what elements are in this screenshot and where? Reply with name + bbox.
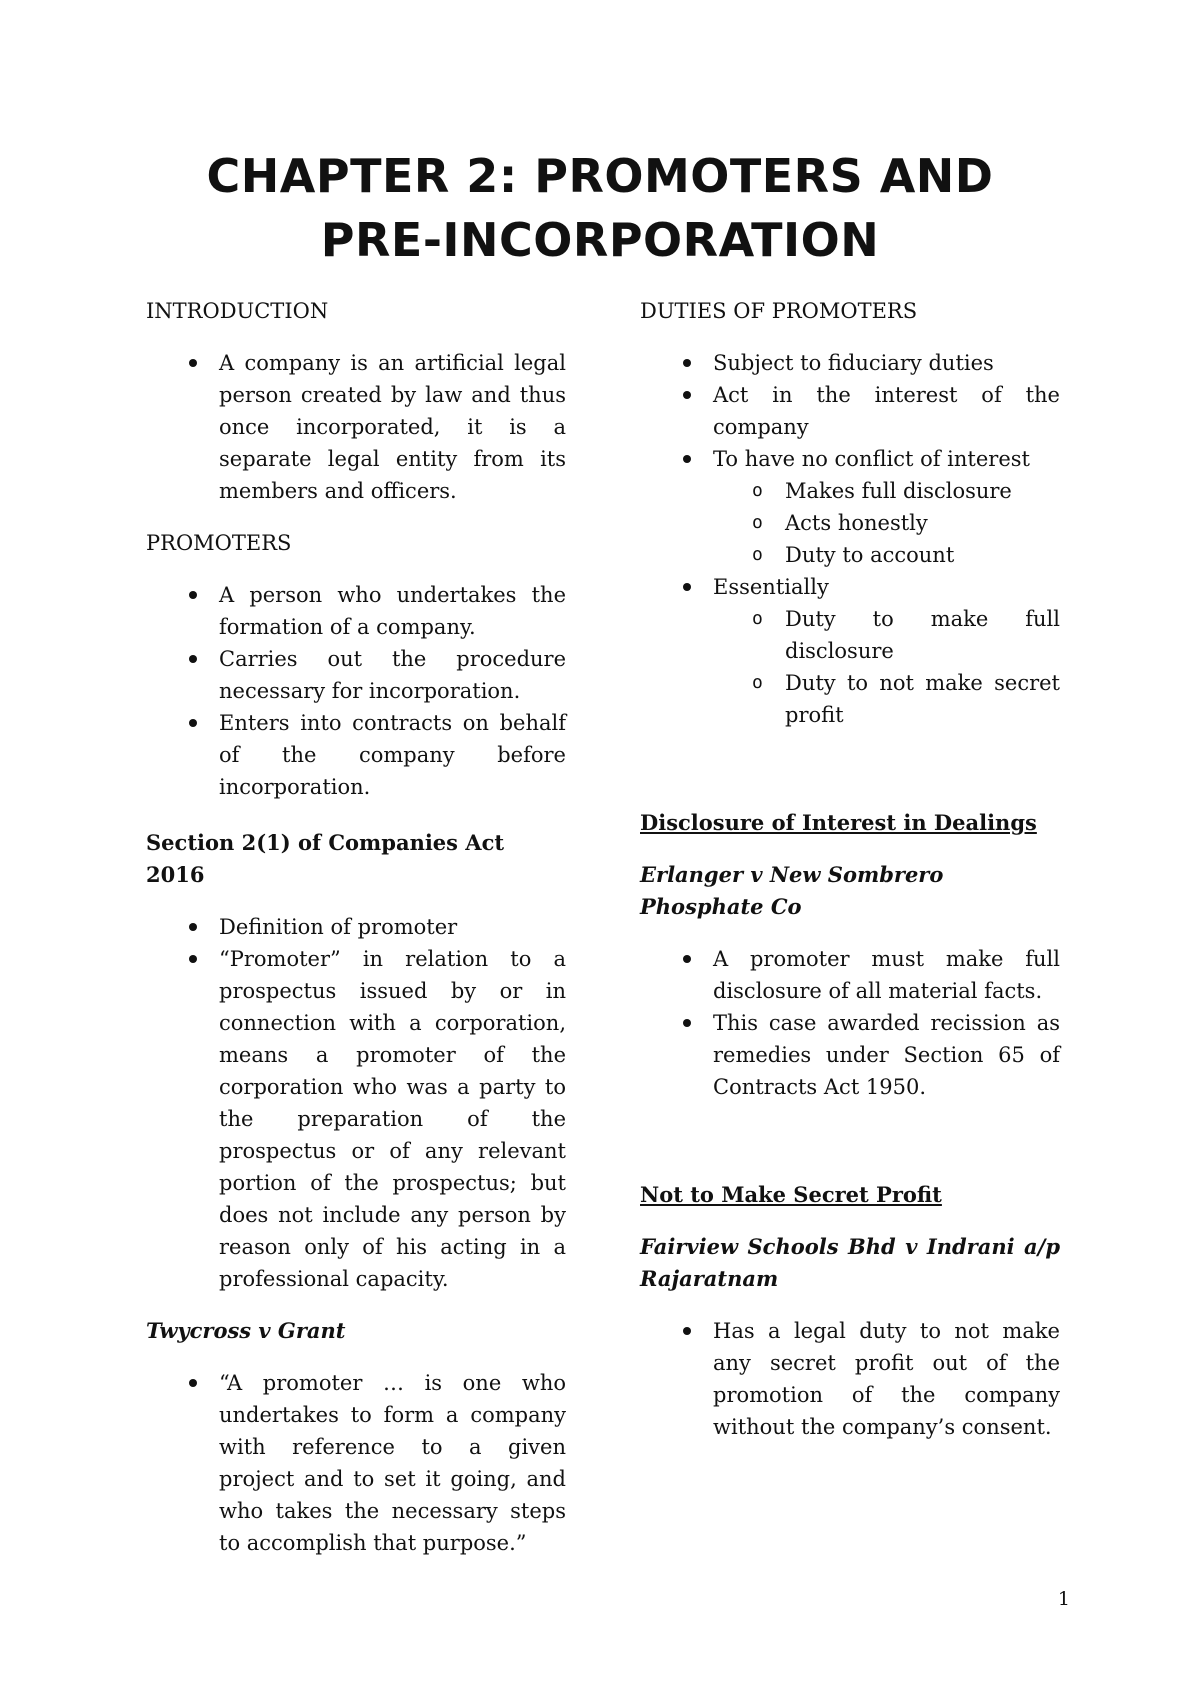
section-heading: Section 2(1) of Companies Act 2016 [146, 830, 505, 887]
duties-list [640, 347, 1060, 475]
chapter-title-line-2: PRE-INCORPORATION [320, 213, 880, 267]
duties-heading: DUTIES OF PROMOTERS [640, 299, 918, 323]
list-item: This case awarded recission as remedies under Section 65 of Contracts Act 1950. [640, 1007, 1060, 1103]
section-list [146, 911, 566, 1295]
list-item: A promoter must make full disclosure of all material facts. [640, 943, 1060, 1007]
bullet-icon [189, 655, 197, 663]
bullet-icon [189, 591, 197, 599]
secret-profit-list [640, 1315, 1060, 1443]
bullet-icon [683, 391, 691, 399]
list-item: A person who undertakes the formation of a company. [146, 579, 566, 643]
list-item: To have no conflict of interest [640, 443, 1060, 475]
bullet-icon [683, 455, 691, 463]
list-item: Enters into contracts on behalf of the company before incorporation. [146, 707, 566, 803]
introduction-heading: INTRODUCTION [146, 299, 329, 323]
twycross-case-title: Twycross v Grant [146, 1318, 346, 1343]
essentially-sublist [640, 603, 1060, 731]
fairview-case-title: Fairview Schools Bhd v Indrani a/p Rajaratnam [640, 1234, 1060, 1291]
bullet-icon [189, 1379, 197, 1387]
right-column [640, 295, 1060, 1443]
bullet-icon [683, 955, 691, 963]
sub-list-item: o Duty to not make secret profit [640, 667, 1060, 731]
bullet-icon [189, 719, 197, 727]
sub-bullet-icon: o [752, 672, 763, 693]
sub-list-item: o Makes full disclosure [640, 475, 1060, 507]
bullet-icon [683, 583, 691, 591]
bullet-icon [189, 955, 197, 963]
list-item: “Promoter” in relation to a prospectus issued by or in connection with a corporation, means a promoter of the corporation who was a party to the preparation of the prospectus or of any relevant portion of the prospectus; but does not include any person by reason only of his acting in a professional capacity. [146, 943, 566, 1295]
sub-list-item: o Duty to account [640, 539, 1060, 571]
list-item: Subject to fiduciary duties [640, 347, 1060, 379]
promoters-list [146, 579, 566, 803]
list-item: “A promoter … is one who undertakes to form a company with reference to a given project and to set it going, and who takes the necessary steps to accomplish that purpose.” [146, 1367, 566, 1559]
list-item: Definition of promoter [146, 911, 566, 943]
sub-bullet-icon: o [752, 480, 763, 501]
list-item: Carries out the procedure necessary for incorporation. [146, 643, 566, 707]
secret-profit-heading: Not to Make Secret Profit [640, 1182, 942, 1207]
list-item: A company is an artificial legal person created by law and thus once incorporated, it is a separate legal entity from its members and officers. [146, 347, 566, 507]
bullet-icon [189, 359, 197, 367]
disclosure-heading: Disclosure of Interest in Dealings [640, 810, 1037, 835]
page-number: 1 [1057, 1588, 1070, 1610]
left-column [146, 295, 566, 1559]
list-item: Act in the interest of the company [640, 379, 1060, 443]
sub-bullet-icon: o [752, 608, 763, 629]
disclosure-list [640, 943, 1060, 1103]
chapter-title-line-1: CHAPTER 2: PROMOTERS AND [206, 149, 994, 203]
erlanger-case-title: Erlanger v New Sombrero Phosphate Co [640, 862, 944, 919]
bullet-icon [189, 923, 197, 931]
bullet-icon [683, 359, 691, 367]
sub-list-item: o Duty to make full disclosure [640, 603, 1060, 667]
chapter-title [120, 144, 1080, 272]
list-item: Has a legal duty to not make any secret profit out of the promotion of the company without the company’s consent. [640, 1315, 1060, 1443]
essentially-list [640, 571, 1060, 603]
introduction-list [146, 347, 566, 507]
sub-bullet-icon: o [752, 544, 763, 565]
sub-bullet-icon: o [752, 512, 763, 533]
list-item: Essentially [640, 571, 1060, 603]
bullet-icon [683, 1327, 691, 1335]
twycross-list [146, 1367, 566, 1559]
bullet-icon [683, 1019, 691, 1027]
promoters-heading: PROMOTERS [146, 531, 292, 555]
sub-list-item: o Acts honestly [640, 507, 1060, 539]
conflict-sublist [640, 475, 1060, 571]
